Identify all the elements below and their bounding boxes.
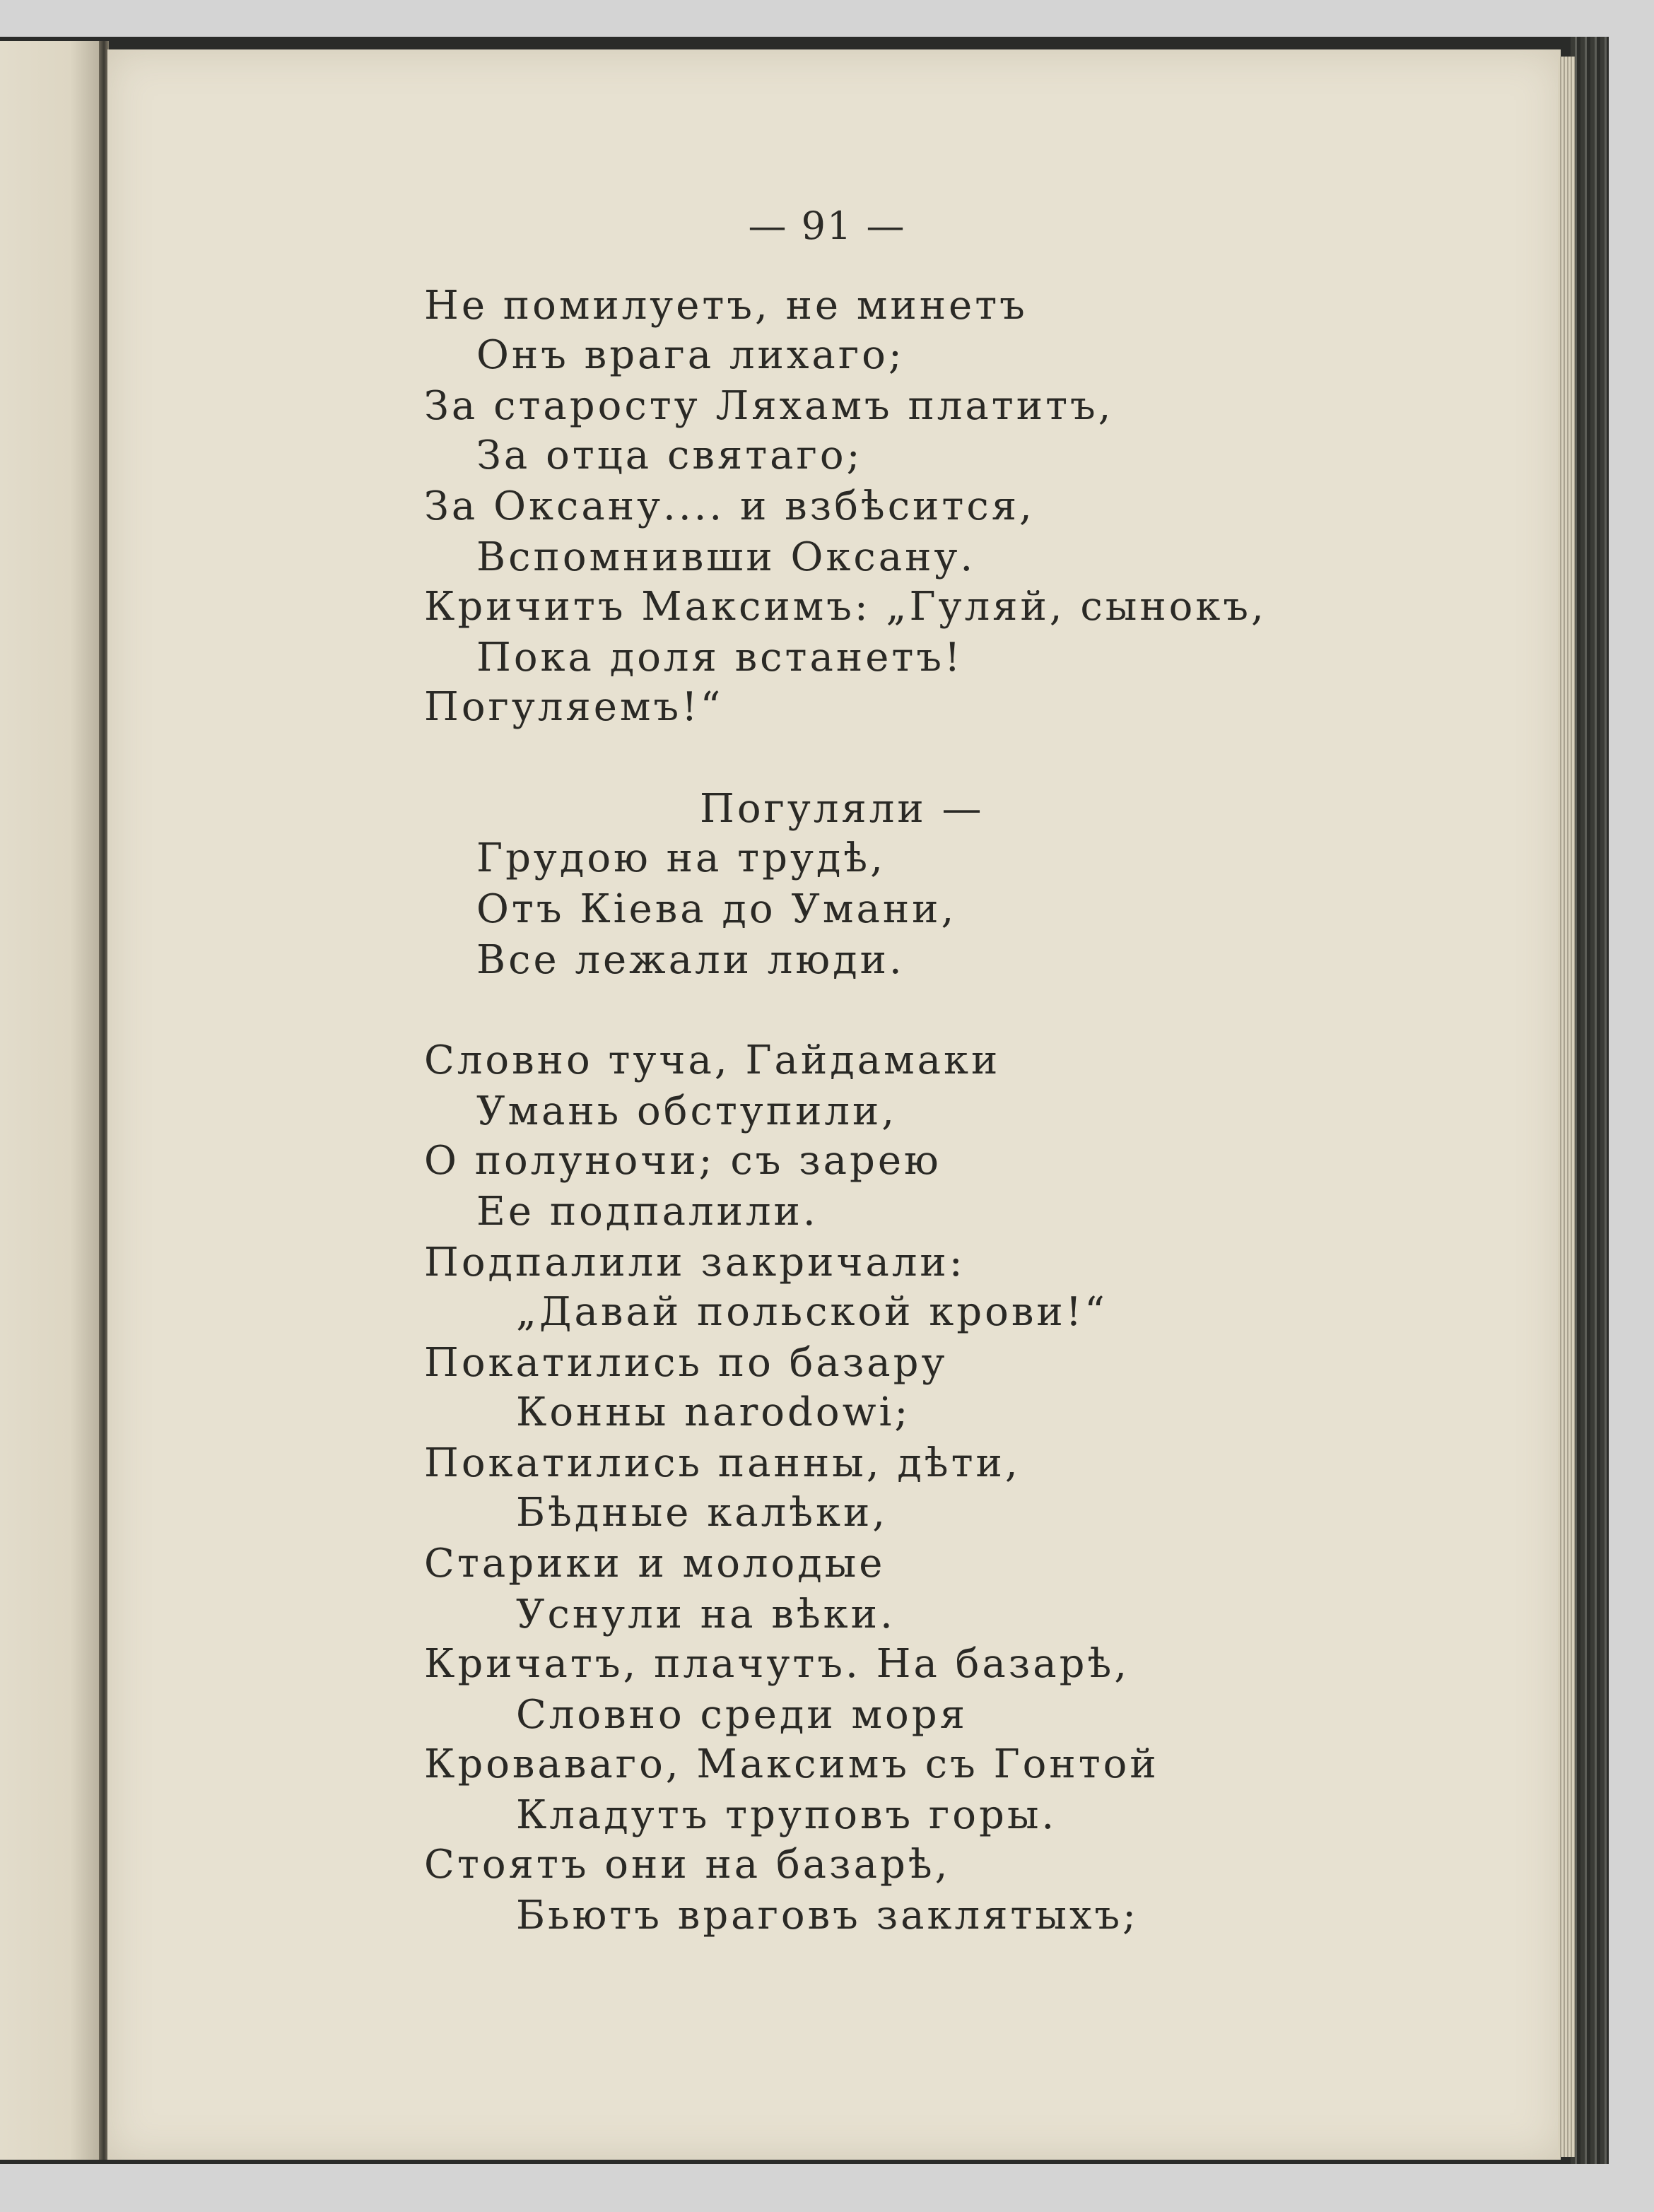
poem-line: Вспомнивши Оксану. bbox=[476, 534, 976, 580]
poem-line: Стоятъ они на базарѣ, bbox=[424, 1842, 951, 1888]
poem-line: Покатились по базару bbox=[424, 1340, 948, 1386]
poem-line: Словно туча, Гайдамаки bbox=[424, 1037, 1001, 1083]
poem-line: Кричитъ Максимъ: „Гуляй, сынокъ, bbox=[424, 584, 1267, 630]
poem-line: За Оксану.... и взбѣсится, bbox=[424, 483, 1035, 529]
poem-line: Ее подпалили. bbox=[476, 1189, 819, 1235]
poem-line: Не помилуетъ, не минетъ bbox=[424, 283, 1028, 329]
poem-line: Грудою на трудѣ, bbox=[476, 835, 886, 881]
poem-line: „Давай польской крови!“ bbox=[516, 1289, 1108, 1335]
poem-line: За старосту Ляхамъ платитъ, bbox=[424, 383, 1114, 429]
poem-line: Подпалили закричали: bbox=[424, 1240, 966, 1286]
poem-line: Бѣдные калѣки, bbox=[516, 1490, 888, 1536]
poem-line: Погуляемъ!“ bbox=[424, 684, 724, 730]
poem-line: Покатились панны, дѣти, bbox=[424, 1440, 1021, 1486]
book-cover-edge bbox=[1571, 37, 1609, 2164]
poem-line: Бьютъ враговъ заклятыхъ; bbox=[516, 1893, 1139, 1939]
poem-line: Умань обступили, bbox=[476, 1088, 898, 1134]
left-page bbox=[0, 41, 100, 2160]
poem-line: Кладутъ труповъ горы. bbox=[516, 1792, 1057, 1838]
page-number: — 91 — bbox=[748, 204, 906, 248]
poem-line: О полуночи; съ зарею bbox=[424, 1138, 942, 1184]
poem-line: Конны narodowi; bbox=[516, 1389, 911, 1435]
poem-line: Погуляли — bbox=[700, 786, 985, 832]
page-edges bbox=[1558, 57, 1575, 2157]
poem-line: Пока доля встанетъ! bbox=[476, 635, 963, 681]
poem-line: Все лежали люди. bbox=[476, 937, 905, 983]
poem-line: Старики и молодые bbox=[424, 1541, 886, 1587]
poem-line: Кроваваго, Максимъ съ Гонтой bbox=[424, 1741, 1159, 1787]
poem-line: Кричатъ, плачутъ. На базарѣ, bbox=[424, 1641, 1130, 1687]
poem-line: Отъ Кіева до Умани, bbox=[476, 886, 957, 932]
poem-line: Словно среди моря bbox=[516, 1692, 968, 1738]
poem-line: Уснули на вѣки. bbox=[516, 1592, 896, 1637]
poem-line: Онъ врага лихаго; bbox=[476, 332, 905, 378]
poem-line: За отца святаго; bbox=[476, 433, 863, 478]
